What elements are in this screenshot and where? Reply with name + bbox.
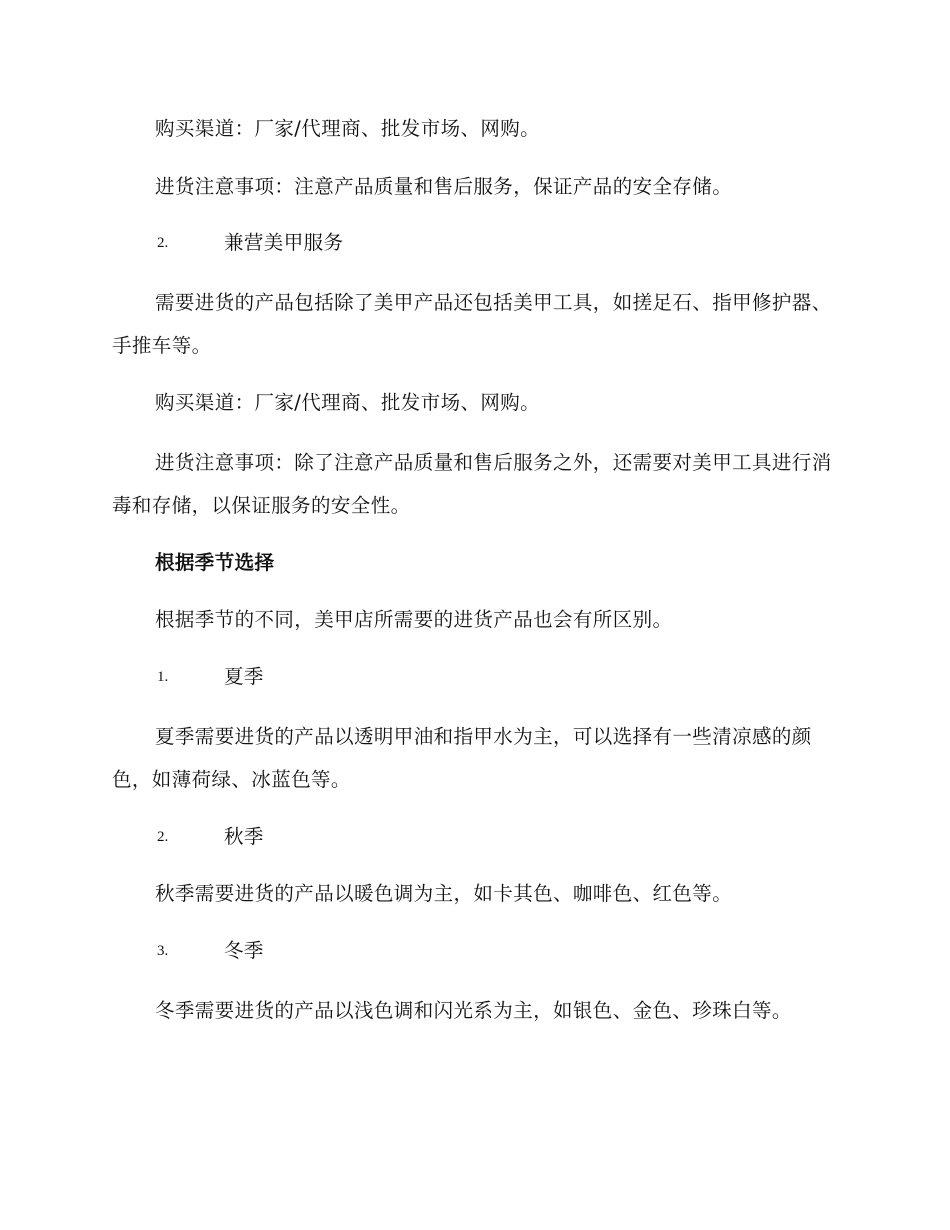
paragraph-summer: 夏季需要进货的产品以透明甲油和指甲水为主，可以选择有一些清凉感的颜色，如薄荷绿、冰蓝色等。 xyxy=(112,725,812,791)
list-item-title: 兼营美甲服务 xyxy=(224,231,344,254)
paragraph-products-needed: 需要进货的产品包括除了美甲产品还包括美甲工具，如搓足石、指甲修护器、手推车等。 xyxy=(112,291,832,357)
paragraph-purchase-channels: 购买渠道：厂家/代理商、批发市场、网购。 xyxy=(155,117,541,140)
list-number: 1. xyxy=(157,669,169,685)
list-item-title: 秋季 xyxy=(224,825,264,848)
paragraph-purchase-channels-2: 购买渠道：厂家/代理商、批发市场、网购。 xyxy=(155,391,541,414)
paragraph-autumn: 秋季需要进货的产品以暖色调为主，如卡其色、咖啡色、红色等。 xyxy=(155,882,733,905)
paragraph-season-intro: 根据季节的不同，美甲店所需要的进货产品也会有所区别。 xyxy=(155,608,673,631)
paragraph-purchase-notes: 进货注意事项：注意产品质量和售后服务，保证产品的安全存储。 xyxy=(155,175,733,198)
section-heading: 根据季节选择 xyxy=(155,551,275,574)
paragraph-winter: 冬季需要进货的产品以浅色调和闪光系为主，如银色、金色、珍珠白等。 xyxy=(155,999,792,1022)
list-number: 2. xyxy=(157,829,169,845)
list-number: 2. xyxy=(157,235,169,251)
paragraph-purchase-notes-2: 进货注意事项：除了注意产品质量和售后服务之外，还需要对美甲工具进行消毒和存储，以保证服务的安全性。 xyxy=(112,451,832,517)
list-item-title: 夏季 xyxy=(224,665,264,688)
list-number: 3. xyxy=(157,943,169,959)
list-item-title: 冬季 xyxy=(224,939,264,962)
